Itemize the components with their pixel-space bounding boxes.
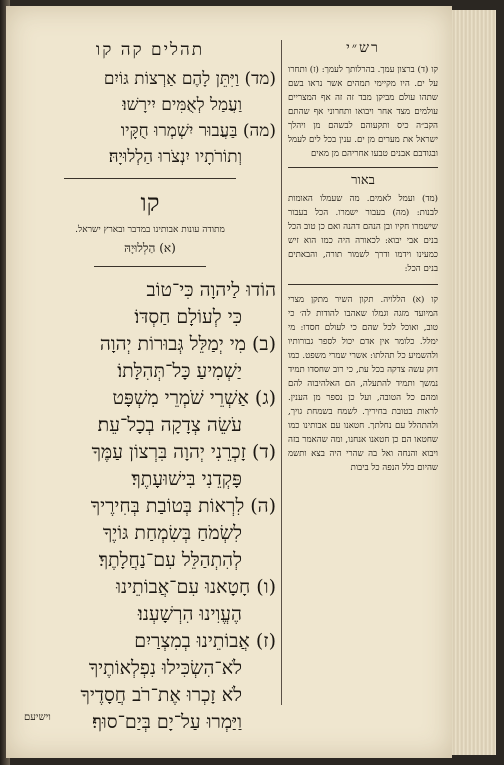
psalm-number: קו (140, 189, 160, 217)
commentary-divider (288, 284, 438, 285)
verse-line: (ה) לִרְאוֹת בְּטוֹבַת בְּחִירֶיךָ (90, 495, 276, 517)
commentary-text-rashi: קו (ד) ברצון עמך. בהרלותך לעמך: (ז) ותחרו על ים. היו מקיימי תמהים אשר נראו בשם שתהו עולם מביקן מבד זה זה אף המצריים עולמים מצד אחר ויבואו ותחרוני אף שהתם הקב״ה כיס ותקעוהם לבשהם מן ויהלך ישראל את מערים מן ים. ענין בכל לים לעמל ובגודבם אבנים טבעו אחריהם מן מאים (288, 65, 438, 159)
verse-line: וְתוֹרֹתָיו יִנְצֹרוּ הַלְלוּיָהּ׃ (108, 147, 242, 167)
page-edges (452, 10, 496, 755)
verse-line: כִּי לְעוֹלָם חַסְדּוֹ׃ (134, 306, 242, 328)
verse-line: פָּקְדֵנִי בִּישׁוּעָתֶךָ׃ (131, 468, 242, 490)
verse-line: לֹא זָכְרוּ אֶת־רֹב חֲסָדֶיךָ (80, 684, 242, 706)
verse-line: (ב) מִי יְמַלֵּל גְּבוּרוֹת יְהוָה (99, 333, 276, 355)
verse-line: לְהִתְהַלֵּל עִם־נַחֲלָתֶךָ׃ (98, 549, 242, 571)
commentary-column (288, 40, 438, 475)
verses-bottom (24, 277, 276, 736)
verse-line: וַיַּמְרוּ עַל־יָם בְּיַם־סוּף׃ (92, 711, 242, 733)
heading-divider (94, 266, 206, 267)
main-text-column (24, 40, 276, 736)
verse-line: יַשְׁמִיעַ כָּל־תְּהִלָּתוֹ׃ (117, 360, 242, 382)
psalm-heading: (א) הַלְלוּיָהּ (124, 241, 176, 255)
commentary-text-biur: (מד) ועמל לאמים. מה שעמלו האומות לבנות: (מה) בעבור ישמרו. הכל בעבור שישמרו חקיו ובן הנהם דהנה ואם כן טוב הכל בנים אבי יבוא: לכאורה היה כמו הוא זיש כמעינו וידמו ודרך לשמור תורה, והבאתים בנים הכל: (288, 194, 438, 274)
running-head: תהלים קה קו (95, 40, 205, 60)
verse-line: (ד) זָכְרֵנִי יְהוָה בִּרְצוֹן עַמֶּךָ (91, 441, 276, 463)
verse-line: וַעֲמַל לְאֻמִּים יִירָשׁוּ׃ (122, 95, 242, 115)
verse-line: הוֹדוּ לַיהוָה כִּי־טוֹב (146, 279, 276, 301)
column-rule (281, 40, 282, 705)
section-divider (64, 178, 236, 179)
verses-top (24, 66, 276, 170)
verse-line: (ו) חָטָאנוּ עִם־אֲבוֹתֵינוּ (116, 576, 276, 598)
psalm-description: מתודה עונות אבותינו במדבר ובארץ ישראל. (75, 225, 225, 235)
verse-line: (ג) אַשְׁרֵי שֹׁמְרֵי מִשְׁפָּט (112, 387, 276, 409)
verse-line: הֶעֱוִינוּ הִרְשָׁעְנוּ׃ (137, 603, 242, 625)
catchword: וישיעם (24, 712, 51, 723)
verse-line: (ז) אֲבוֹתֵינוּ בְמִצְרַיִם (134, 630, 276, 652)
commentary-head: רש״י (346, 40, 380, 56)
verse-line: לֹא־הִשְׂכִּילוּ נִפְלְאוֹתֶיךָ (88, 657, 242, 679)
verse-line: (מד) וַיִּתֵּן לָהֶם אַרְצוֹת גּוֹיִם (103, 69, 276, 89)
verse-line: לִשְׂמֹחַ בְּשִׂמְחַת גּוֹיֶךָ (102, 522, 242, 544)
commentary-text-psalm-106: קו (א) הללויה. תקון השיר מתקן מצרי המיועד מזגה וגמלו שאהבו להודות לה׳ כי טוב, ואוכל לכל שהם כי לעולם חסדו: מי ימלל. כלומר אין אדם יכול לספר גבורותיו ולהשמיע כל תהלתו: אשרי שמרי משפט. כמו דוק עשה צדקה בכל עת, כי רוב שחסדו תמיד נמשך ותמיד להתעלה, הם האלהיבוה להם ומהם כל הטובה, ועל כן נספר מן הענין. לראות בטובת בחיריך. לשמח בשמחת גויך, ולהתהלל עם נחלתך. חטאנו עם אבותינו כמו שחטאו הם כן חטאנו אנחנו, ומה שהאמר בזה ויבוא והנחה ואל בה שהרי היה בצא ותשמ שהיום כלל הנפה כל ביבות (288, 295, 438, 473)
commentary-section-title: באור (288, 167, 438, 188)
verse-line: (מה) בַּעֲבוּר יִשְׁמְרוּ חֻקָּיו (120, 121, 276, 141)
verse-line: עֹשֵׂה צְדָקָה בְכָל־עֵת׃ (97, 414, 242, 436)
